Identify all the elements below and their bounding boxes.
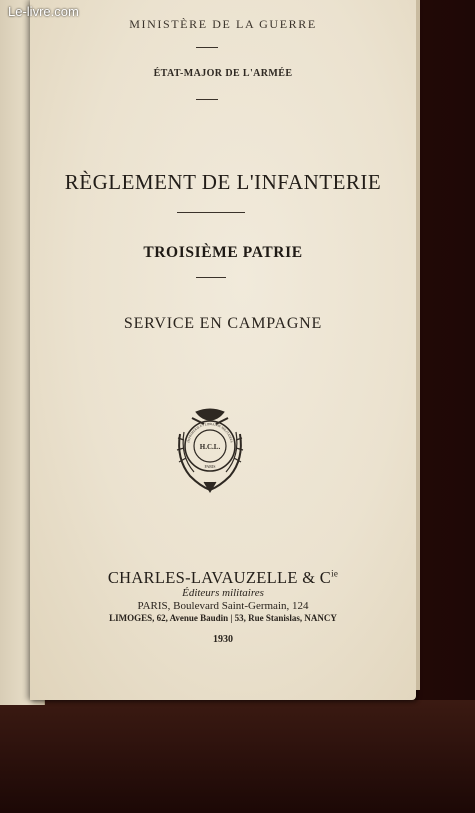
divider-rule bbox=[177, 212, 245, 213]
publisher-tagline: Éditeurs militaires bbox=[182, 587, 264, 599]
etat-major-heading: ÉTAT-MAJOR DE L'ARMÉE bbox=[153, 68, 293, 79]
publisher-superscript: ie bbox=[331, 568, 339, 579]
ministry-heading: MINISTÈRE DE LA GUERRE bbox=[129, 17, 317, 31]
publisher-emblem-icon bbox=[170, 404, 250, 494]
emblem-bottom-text: PARIS bbox=[204, 464, 216, 469]
emblem-ring-text: IMPRIMERIE ET LIBRAIRIE MILITAIRES bbox=[186, 421, 234, 443]
binding-shadow bbox=[0, 700, 475, 813]
emblem-center-text: H.C.L. bbox=[199, 443, 221, 451]
divider-rule bbox=[196, 277, 226, 278]
part-heading: TROISIÈME PATRIE bbox=[143, 244, 303, 261]
page-stack-edge bbox=[416, 0, 420, 690]
divider-rule bbox=[196, 99, 218, 100]
svg-text:IMPRIMERIE ET LIBRAIRIE MILITA bbox=[186, 422, 233, 443]
book-title: RÈGLEMENT DE L'INFANTERIE bbox=[64, 170, 382, 194]
publisher-name-text: CHARLES-LAVAUZELLE & C bbox=[107, 568, 332, 587]
limoges-address: LIMOGES, 62, Avenue Baudin | 53, Rue Stanislas, NANCY bbox=[109, 613, 337, 623]
publisher-name bbox=[30, 568, 416, 588]
book-subtitle: SERVICE EN CAMPAGNE bbox=[123, 315, 323, 332]
paris-address: PARIS, Boulevard Saint-Germain, 124 bbox=[137, 600, 309, 612]
divider-rule bbox=[196, 47, 218, 48]
publication-year: 1930 bbox=[213, 634, 233, 645]
site-watermark: Le-livre.com bbox=[8, 4, 79, 19]
